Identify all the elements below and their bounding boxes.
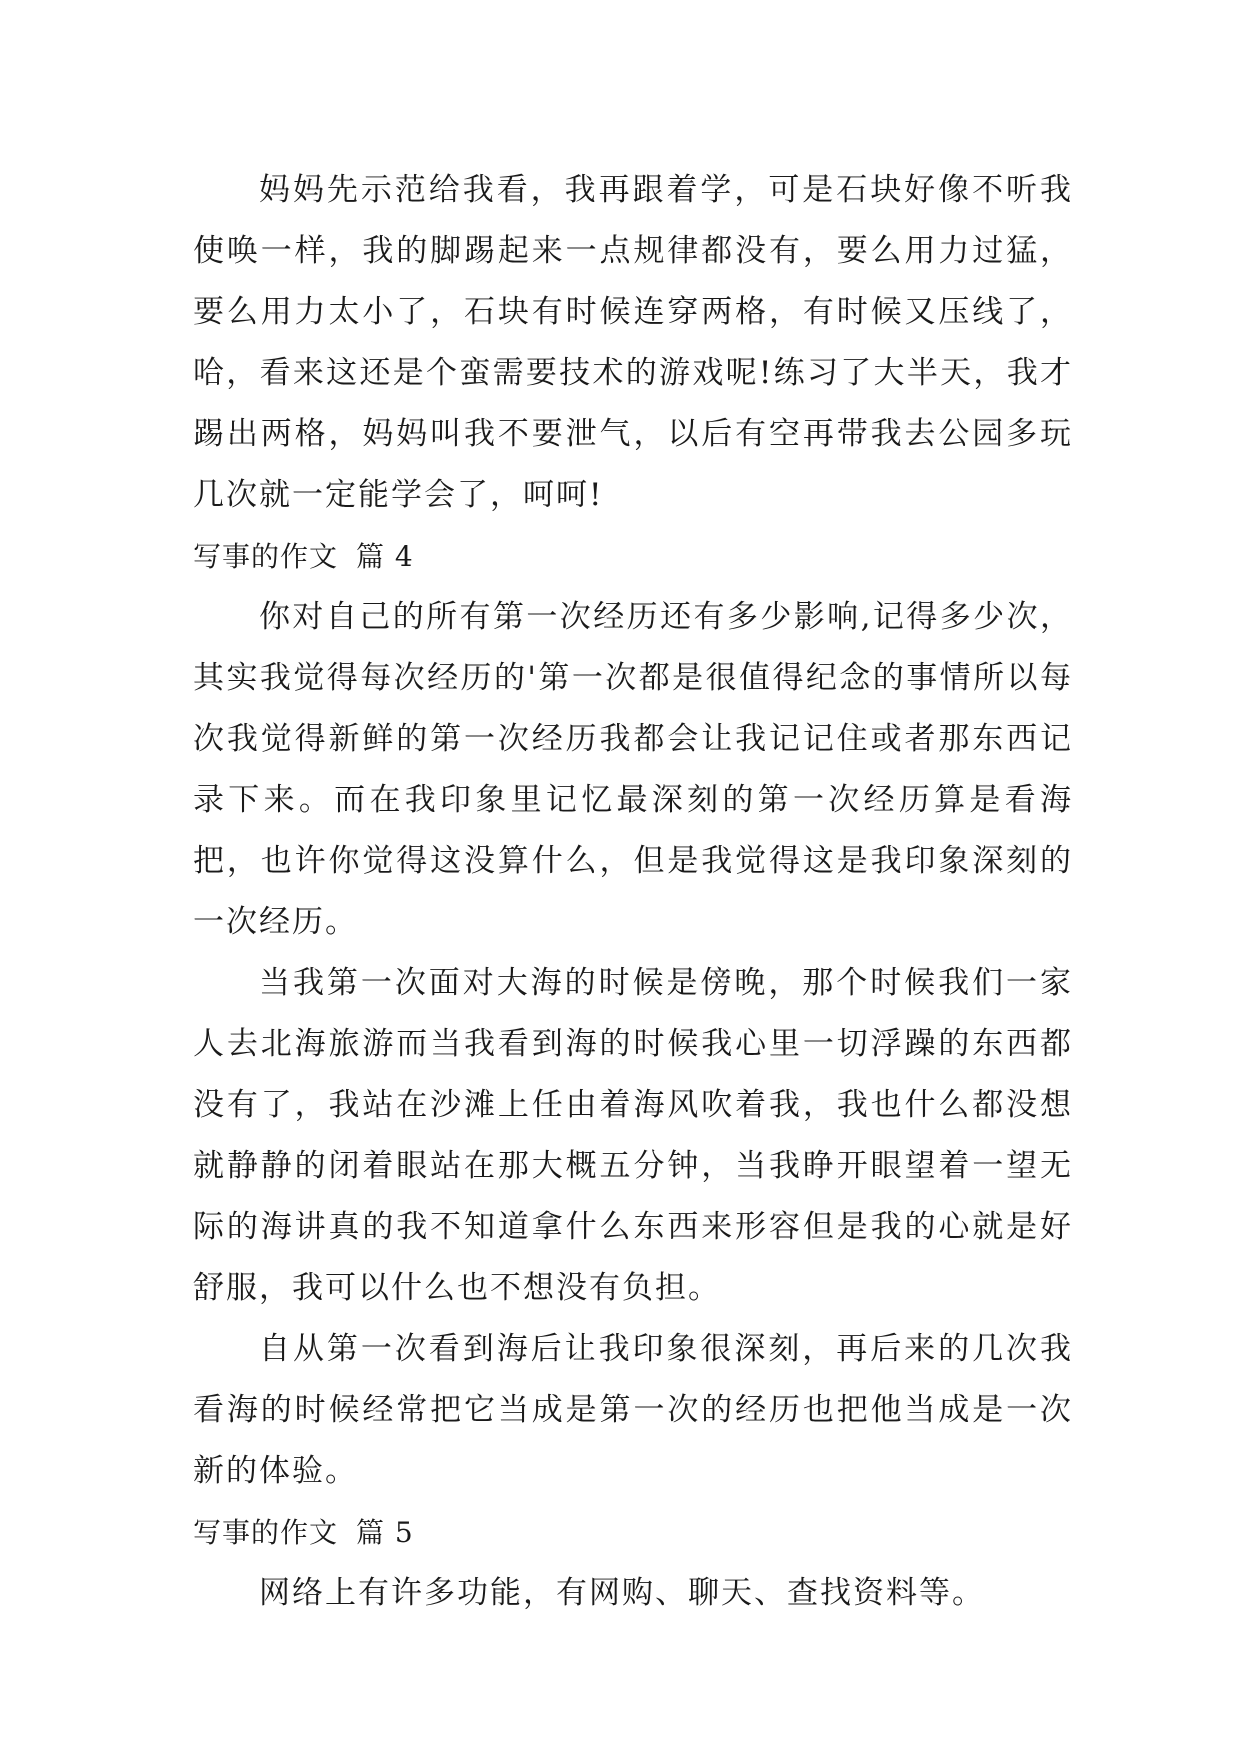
section-number: 篇 4	[356, 540, 414, 573]
paragraph: 妈妈先示范给我看，我再跟着学，可是石块好像不听我使唤一样，我的脚踢起来一点规律都没有，要么用力过猛，要么用力太小了，石块有时候连穿两格，有时候又压线了，哈，看来这还是个蛮需要技术的游戏呢!练习了大半天，我才踢出两格，妈妈叫我不要泄气，以后有空再带我去公园多玩几次就一定能学会了，呵呵!	[193, 172, 1073, 513]
section-heading	[193, 1502, 1073, 1563]
document-body	[193, 160, 1073, 1624]
paragraph: 你对自己的所有第一次经历还有多少影响,记得多少次，其实我觉得每次经历的'第一次都是很值得纪念的事情所以每次我觉得新鲜的第一次经历我都会让我记记住或者那东西记录下来。而在我印象里记忆最深刻的第一次经历算是看海把，也许你觉得这没算什么，但是我觉得这是我印象深刻的一次经历。	[193, 599, 1073, 940]
section-title: 写事的作文	[193, 1516, 339, 1549]
section-title: 写事的作文	[193, 540, 339, 573]
paragraph: 网络上有许多功能，有网购、聊天、查找资料等。	[259, 1575, 985, 1611]
paragraph: 当我第一次面对大海的时候是傍晚，那个时候我们一家人去北海旅游而当我看到海的时候我心里一切浮躁的东西都没有了，我站在沙滩上任由着海风吹着我，我也什么都没想就静静的闭着眼站在那大概五分钟，当我睁开眼望着一望无际的海讲真的我不知道拿什么东西来形容但是我的心就是好舒服，我可以什么也不想没有负担。	[193, 965, 1073, 1306]
section-heading	[193, 526, 1073, 587]
paragraph: 自从第一次看到海后让我印象很深刻，再后来的几次我看海的时候经常把它当成是第一次的经历也把他当成是一次新的体验。	[193, 1331, 1073, 1489]
section-number: 篇 5	[356, 1516, 414, 1549]
